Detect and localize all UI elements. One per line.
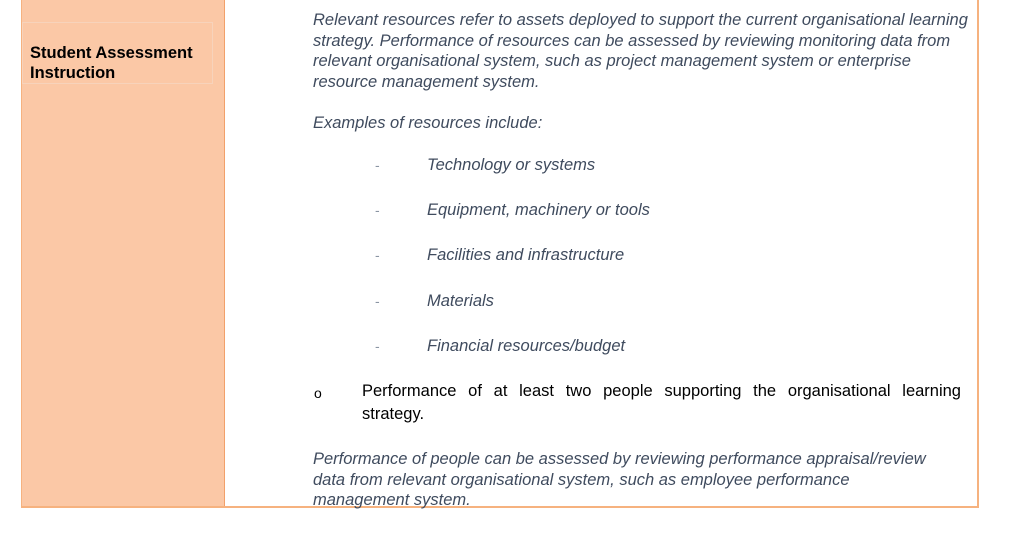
dash-marker: - <box>375 202 380 218</box>
people-paragraph: Performance of people can be assessed by reviewing performance appraisal/review data from relevant organisational system, such as employee performance management system. <box>313 450 926 509</box>
list-item <box>225 291 977 313</box>
dash-marker: - <box>375 157 380 173</box>
list-item-text: Equipment, machinery or tools <box>427 201 650 219</box>
bullet-item-text: Performance of at least two people supporting the organisational learning strategy. <box>362 382 961 423</box>
label-cell <box>22 0 225 506</box>
assessment-table <box>21 0 979 508</box>
list-item-text: Facilities and infrastructure <box>427 246 625 264</box>
bullet-marker: o <box>314 385 322 401</box>
dash-marker: - <box>375 338 380 354</box>
dash-marker: - <box>375 247 380 263</box>
list-item <box>225 155 977 177</box>
intro-paragraph: Relevant resources refer to assets deployed to support the current organisational learning strategy. Performance of resources can be assessed by reviewing monitoring data from relevant organisational system, such as project management system or enterprise resource management system. <box>313 11 968 91</box>
content-cell <box>225 0 977 509</box>
list-item <box>225 200 977 222</box>
list-item-text: Technology or systems <box>427 156 596 174</box>
examples-heading: Examples of resources include: <box>313 114 543 132</box>
list-item-text: Financial resources/budget <box>427 337 626 355</box>
dash-marker: - <box>375 293 380 309</box>
list-item-text: Materials <box>427 292 494 310</box>
list-item <box>225 336 977 358</box>
row-label: Student Assessment Instruction <box>30 44 193 82</box>
list-item <box>225 245 977 267</box>
